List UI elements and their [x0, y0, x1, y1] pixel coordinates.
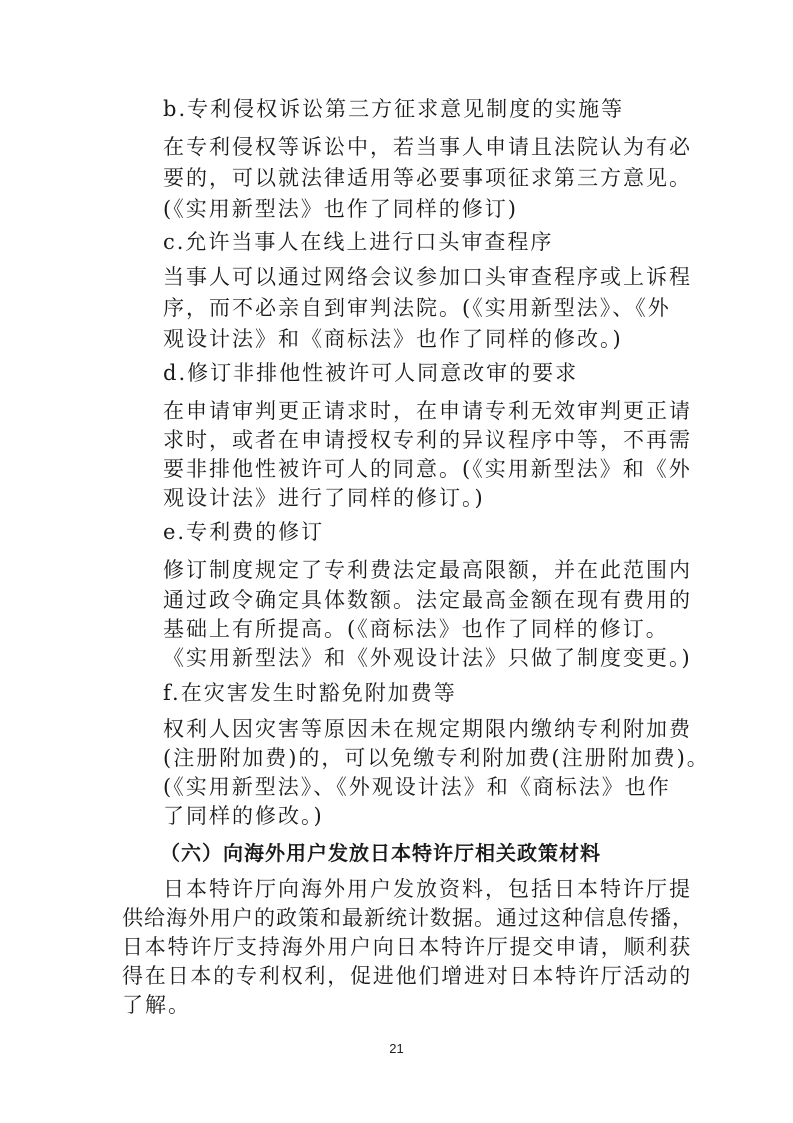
page-number: 21	[389, 1041, 404, 1056]
paragraph-line-3: 日本特许厅支持海外用户向日本特许厅提交申请，顺利获	[122, 935, 692, 959]
section-e-body-line-2: 通过政令确定具体数额。法定最高金额在现有费用的	[163, 588, 692, 612]
section-e-body-line-1: 修订制度规定了专利费法定最高限额，并在此范围内	[163, 558, 692, 582]
section-e-body-line-4: 《实用新型法》和《外观设计法》只做了制度变更。)	[163, 646, 692, 670]
section-f-title: f.在灾害发生时豁免附加费等	[163, 681, 457, 705]
section-b-title: b.专利侵权诉讼第三方征求意见制度的实施等	[163, 97, 625, 121]
section-c-body-line-1: 当事人可以通过网络会议参加口头审查程序或上诉程	[163, 265, 692, 289]
paragraph-line-2: 供给海外用户的政策和最新统计数据。通过这种信息传播，	[122, 906, 694, 930]
section-b-body-line-3: (《实用新型法》也作了同样的修订)	[163, 197, 518, 221]
section-d-body-line-4: 观设计法》进行了同样的修订。)	[163, 486, 485, 510]
section-f-body-line-4: 了同样的修改。)	[163, 804, 324, 828]
paragraph-line-5: 了解。	[122, 993, 191, 1017]
section-e-body-line-3: 基础上有所提高。(《商标法》也作了同样的修订。	[163, 617, 669, 641]
section-d-body-line-3: 要非排他性被许可人的同意。(《实用新型法》和《外	[163, 457, 692, 481]
section-b-body-line-1: 在专利侵权等诉讼中，若当事人申请且法院认为有必	[163, 135, 692, 159]
section-c-title: c.允许当事人在线上进行口头审查程序	[163, 230, 554, 254]
section-d-body-line-2: 求时，或者在申请授权专利的异议程序中等，不再需	[163, 428, 692, 452]
section-heading: （六）向海外用户发放日本特许厅相关政策材料	[160, 841, 601, 865]
section-c-body-line-2: 序，而不必亲自到审判法院。(《实用新型法》、《外	[163, 296, 671, 320]
paragraph-line-4: 得在日本的专利权利，促进他们增进对日本特许厅活动的	[122, 964, 692, 988]
section-d-body-line-1: 在申请审判更正请求时，在申请专利无效审判更正请	[163, 399, 692, 423]
section-e-title: e.专利费的修订	[163, 520, 325, 544]
section-f-body-line-1: 权利人因灾害等原因未在规定期限内缴纳专利附加费	[163, 717, 692, 741]
section-c-body-line-3: 观设计法》和《商标法》也作了同样的修改。)	[163, 327, 623, 351]
section-f-body-line-2: (注册附加费)的，可以免缴专利附加费(注册附加费)。	[163, 746, 710, 770]
paragraph-line-1: 日本特许厅向海外用户发放资料，包括日本特许厅提	[163, 877, 692, 901]
section-b-body-line-2: 要的，可以就法律适用等必要事项征求第三方意见。	[163, 166, 692, 190]
section-f-body-line-3: (《实用新型法》、《外观设计法》和《商标法》也作	[163, 775, 671, 799]
section-d-title: d.修订非排他性被许可人同意改审的要求	[163, 361, 579, 385]
